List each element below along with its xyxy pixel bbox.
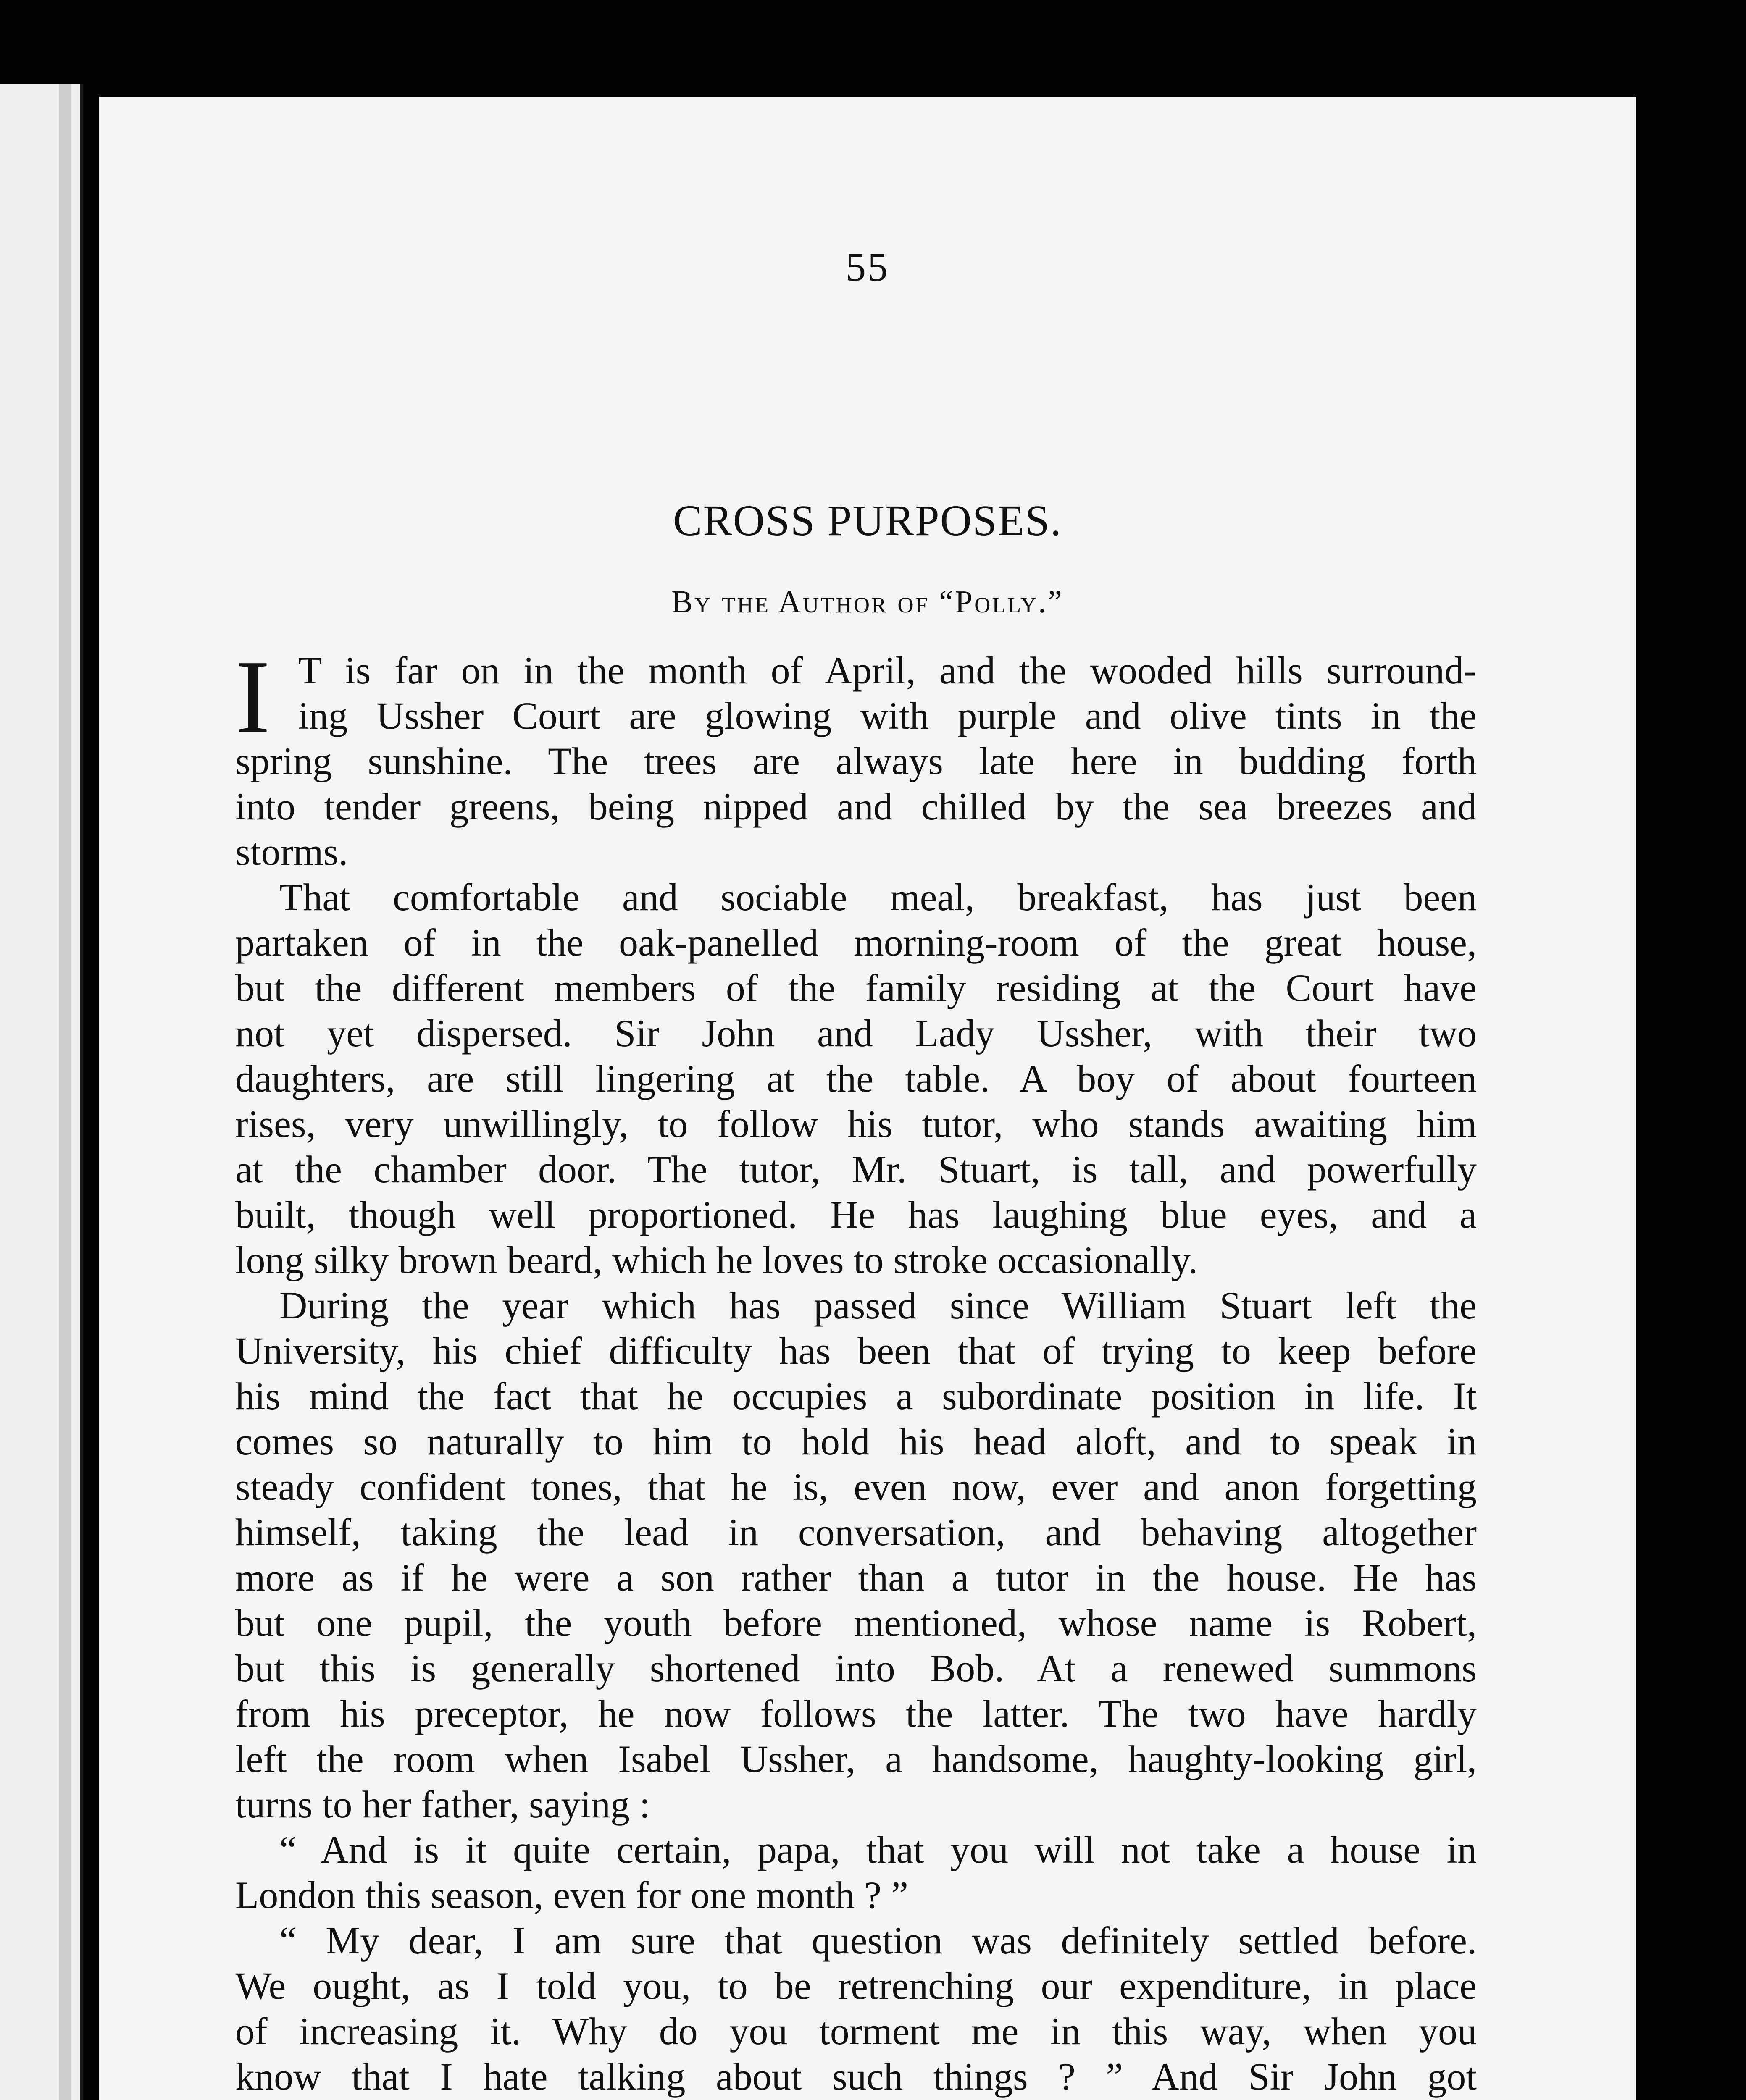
text-line: partaken of in the oak-panelled morning-room of the great house,: [235, 921, 1477, 964]
text-line: built, though well proportioned. He has laughing blue eyes, and a: [235, 1193, 1477, 1236]
text-line: That comfortable and sociable meal, breakfast, has just been: [279, 876, 1477, 919]
text-line: We ought, as I told you, to be retrenching our expenditure, in place: [235, 1964, 1477, 2007]
text-line: storms.: [235, 830, 348, 873]
text-line: daughters, are still lingering at the table. A boy of about fourteen: [235, 1057, 1477, 1100]
text-line: left the room when Isabel Ussher, a handsome, haughty-looking girl,: [235, 1738, 1477, 1780]
text-line: University, his chief difficulty has been that of trying to keep before: [235, 1329, 1477, 1372]
text-line: comes so naturally to him to hold his head aloft, and to speak in: [235, 1420, 1477, 1463]
text-line: long silky brown beard, which he loves to stroke occasionally.: [235, 1239, 1198, 1281]
text-line: spring sunshine. The trees are always late here in budding forth: [235, 740, 1477, 782]
text-line: his mind the fact that he occupies a subordinate position in life. It: [235, 1375, 1477, 1418]
text-line: himself, taking the lead in conversation, and behaving altogether: [235, 1511, 1477, 1554]
text-line: ing Ussher Court are glowing with purple and olive tints in the: [298, 694, 1477, 737]
text-line: T is far on in the month of April, and the wooded hills surround-: [298, 649, 1477, 692]
text-line: During the year which has passed since William Stuart left the: [279, 1284, 1477, 1327]
text-line: into tender greens, being nipped and chilled by the sea breezes and: [235, 785, 1477, 828]
text-line: steady confident tones, that he is, even now, ever and anon forgetting: [235, 1465, 1477, 1508]
text-line: turns to her father, saying :: [235, 1783, 650, 1826]
adjacent-page-edge: [0, 84, 83, 2100]
text-line: London this season, even for one month ? ”: [235, 1874, 908, 1916]
story-body: [235, 639, 1477, 2100]
story-byline: By the Author of “Polly.”: [671, 584, 1064, 620]
page-number: 55: [846, 244, 889, 289]
text-line: but one pupil, the youth before mentioned, whose name is Robert,: [235, 1601, 1477, 1644]
story-title: CROSS PURPOSES.: [673, 496, 1062, 545]
text-line: more as if he were a son rather than a tutor in the house. He has: [235, 1556, 1477, 1599]
text-line: at the chamber door. The tutor, Mr. Stuart, is tall, and powerfully: [235, 1148, 1477, 1191]
text-line: know that I hate talking about such things ? ” And Sir John got: [235, 2055, 1477, 2098]
page-gutter-shadow: [59, 84, 71, 2100]
drop-cap: I: [235, 639, 271, 755]
text-line: from his preceptor, he now follows the latter. The two have hardly: [235, 1692, 1477, 1735]
text-line: but the different members of the family residing at the Court have: [235, 966, 1477, 1009]
text-line: rises, very unwillingly, to follow his tutor, who stands awaiting him: [235, 1102, 1477, 1145]
text-line: of increasing it. Why do you torment me in this way, when you: [235, 2010, 1477, 2053]
text-line: “ My dear, I am sure that question was definitely settled before.: [279, 1919, 1477, 1962]
text-line: but this is generally shortened into Bob. At a renewed summons: [235, 1647, 1477, 1690]
text-line: “ And is it quite certain, papa, that you will not take a house in: [279, 1828, 1477, 1871]
book-page: [99, 97, 1636, 2100]
text-line: not yet dispersed. Sir John and Lady Ussher, with their two: [235, 1012, 1477, 1055]
